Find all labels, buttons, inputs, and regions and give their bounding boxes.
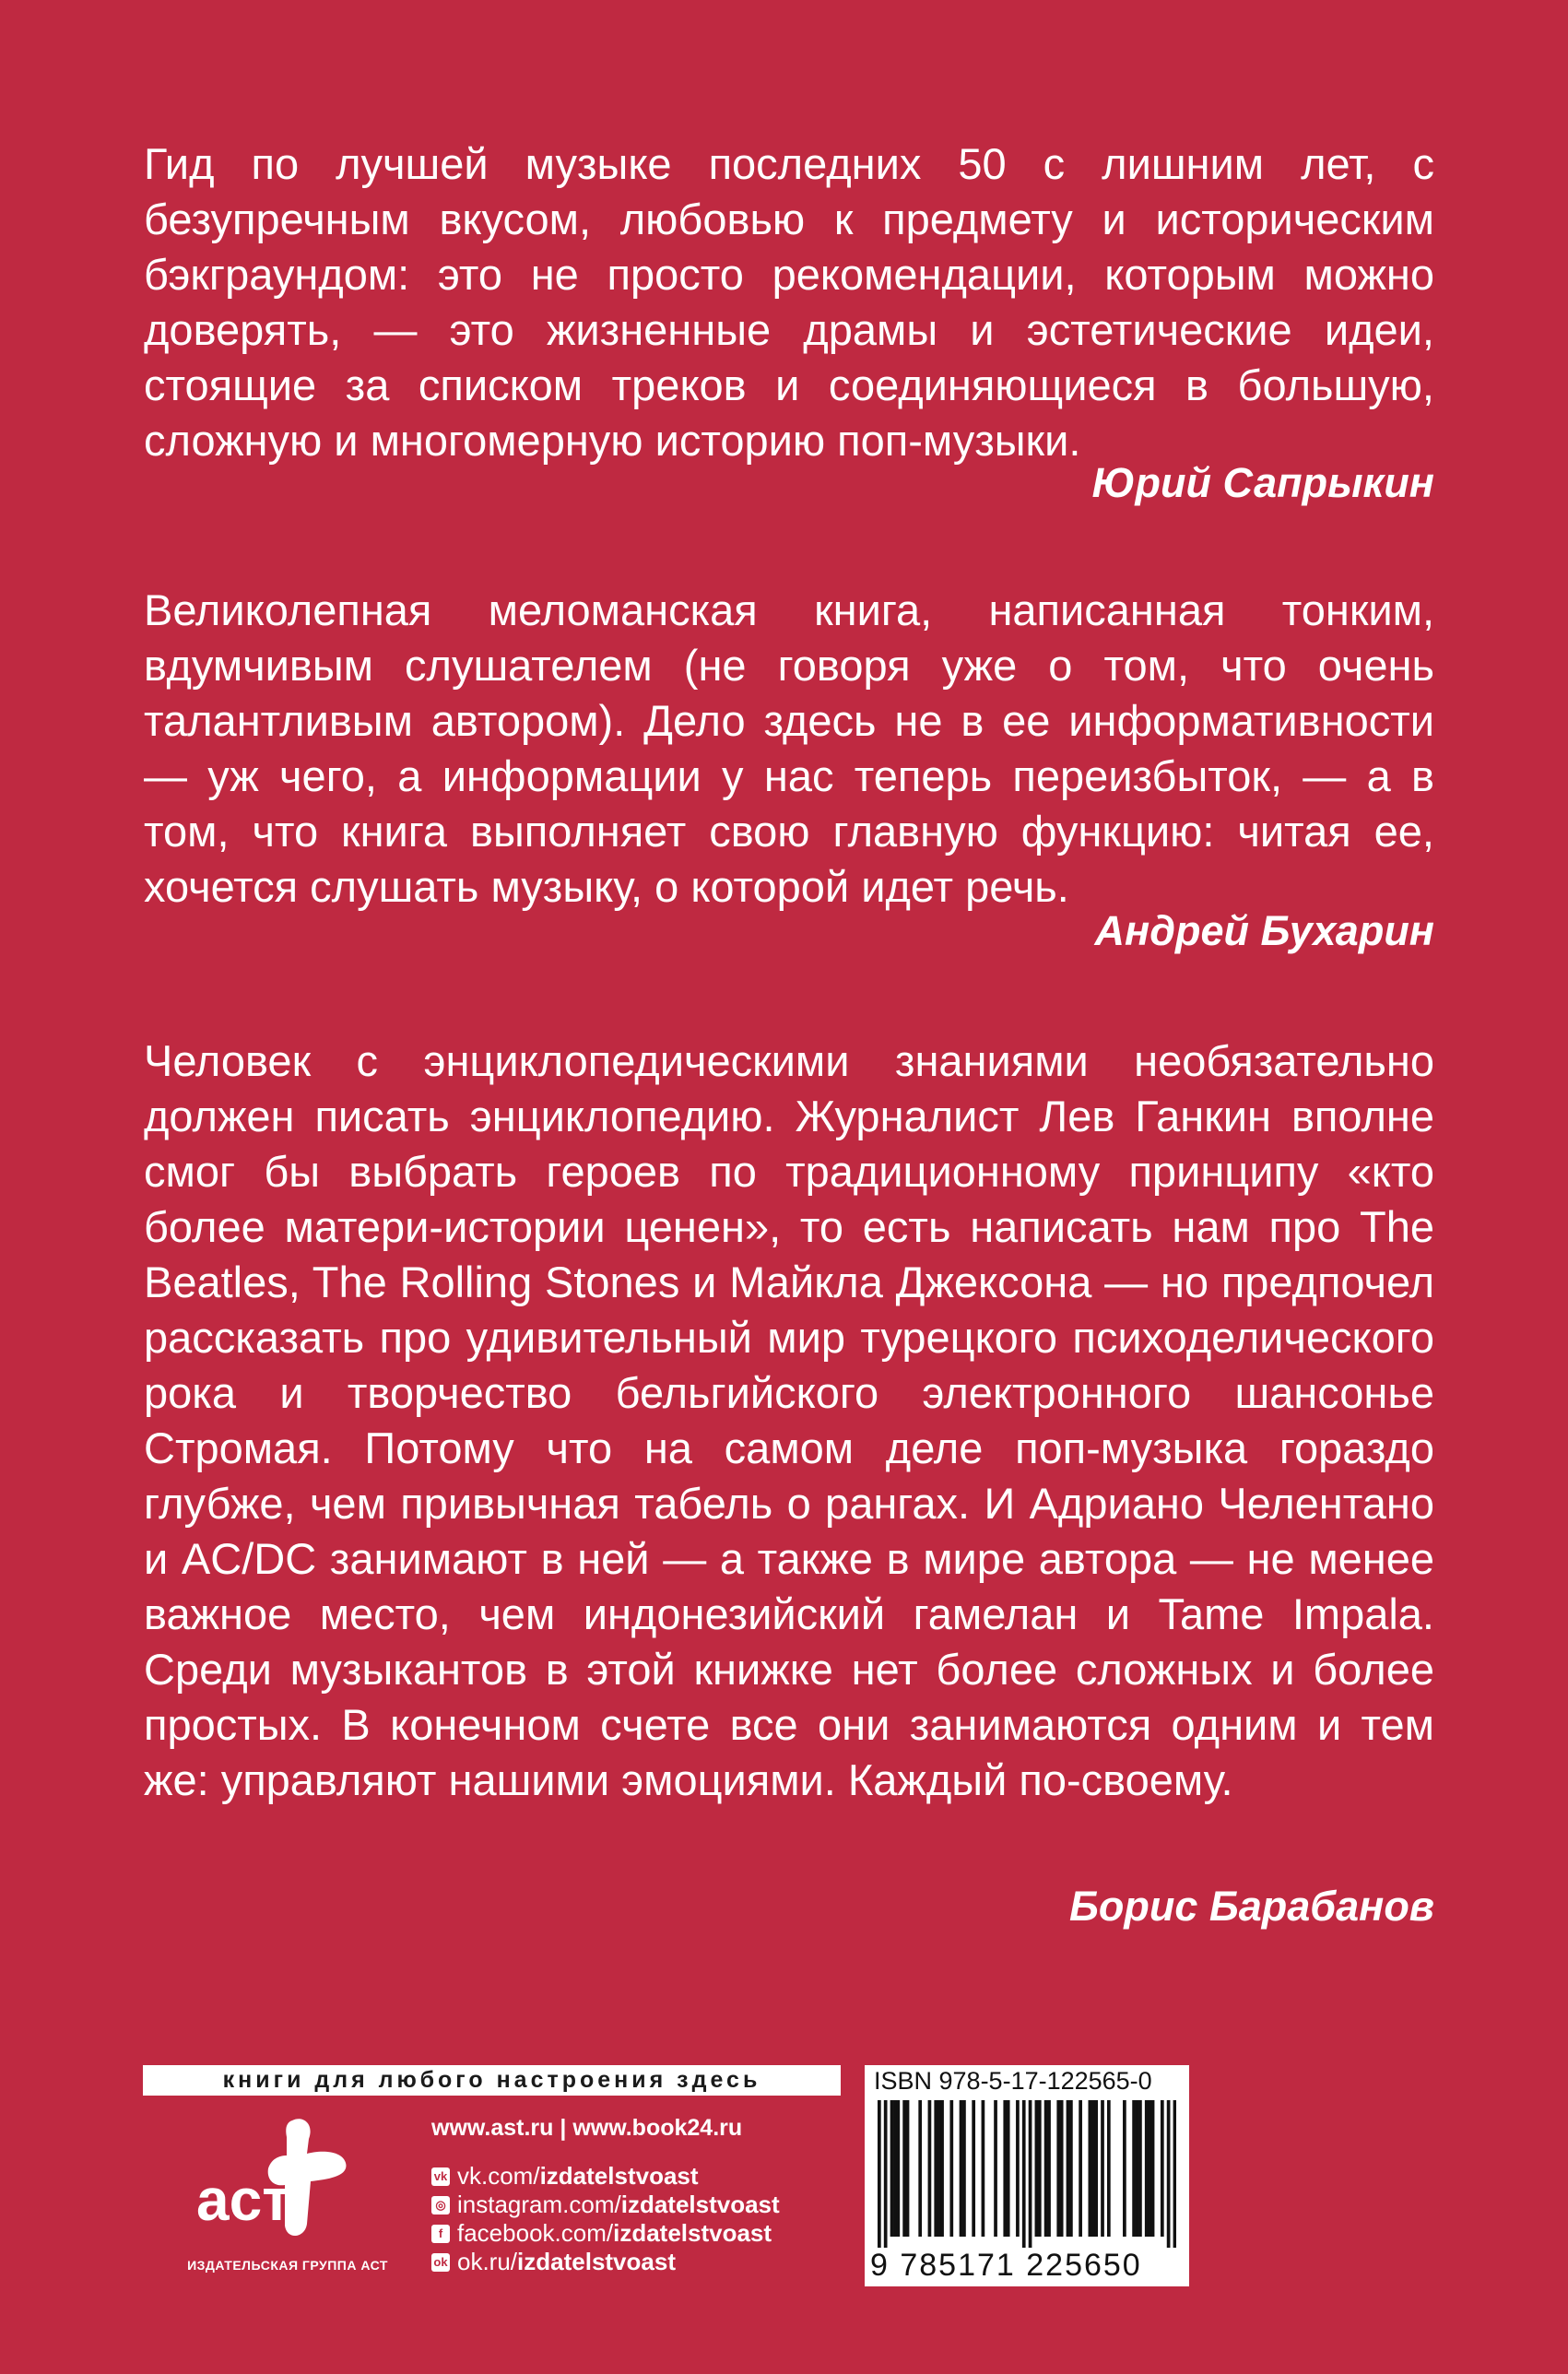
social-handle: izdatelstvoast (517, 2248, 676, 2275)
barcode-bar (1007, 2100, 1010, 2237)
social-handle: izdatelstvoast (613, 2219, 772, 2247)
barcode-bar (982, 2100, 985, 2237)
barcode-bar (928, 2100, 932, 2237)
social-prefix: instagram.com/ (457, 2191, 621, 2218)
barcode-bar (994, 2100, 997, 2237)
social-handle: izdatelstvoast (539, 2162, 699, 2190)
barcode-bar (949, 2100, 953, 2237)
barcode-bar (896, 2100, 900, 2237)
isbn-barcode-block (865, 2065, 1189, 2286)
isbn-label: ISBN 978-5-17-122565-0 (874, 2067, 1152, 2095)
social-handle: izdatelstvoast (620, 2191, 780, 2218)
barcode-bar (1069, 2100, 1073, 2237)
barcode-bar (1091, 2100, 1095, 2237)
barcode-bar (1132, 2100, 1136, 2237)
barcode-bar (1056, 2100, 1060, 2237)
barcode-bar (890, 2100, 894, 2237)
ast-logo (189, 2117, 355, 2246)
barcode-bar (937, 2100, 941, 2237)
barcode-bar (1136, 2100, 1139, 2237)
barcode-bar (1067, 2100, 1070, 2237)
barcode-bar (884, 2100, 888, 2248)
barcode-bar (1022, 2100, 1026, 2248)
barcode (878, 2100, 1176, 2248)
quote-1-text: Гид по лучшей музыке последних 50 с лишним лет, с безупречным вкусом, любовью к предмету и историческим бэкграундом: это не просто рекомендации, которым можно доверять, — это жизненные драмы и эстетические идеи, стоящие за списком треков и соединяющиеся в большую, сложную и многомерную историю поп-музыки. (144, 139, 1434, 465)
barcode-bar (1145, 2100, 1149, 2237)
social-prefix: ok.ru/ (457, 2248, 518, 2275)
barcode-bar (1161, 2100, 1164, 2237)
quote-2-text: Великолепная меломанская книга, написанная тонким, вдумчивым слушателем (не говоря уже о том, что очень талантливым автором). Дело здесь не в ее информативности — уж чего, а информации у нас теперь переизбыток, — а в том, что книга выполняет свою главную функцию: читая ее, хочется слушать музыку, о которой идет речь. (144, 585, 1434, 911)
barcode-bar (902, 2100, 906, 2237)
quote-2-author: Андрей Бухарин (1094, 907, 1434, 954)
barcode-bar (1167, 2100, 1171, 2248)
barcode-bar (962, 2100, 966, 2237)
odnoklassniki-icon: ok (431, 2253, 450, 2272)
barcode-bar (1060, 2100, 1064, 2237)
social-prefix: facebook.com/ (457, 2219, 614, 2247)
quote-3-text: Человек с энциклопедическими знаниями необязательно должен писать энциклопедию. Журналист Лев Ганкин вполне смог бы выбрать героев по традиционному принципу «кто более матери-истории ценен», то есть написать нам про The Beatles, The Rolling Stones и Майкла Джексона — но предпочел рассказать про удивительный мир турецкого психоделического рока и творчество бельгийского электронного шансонье Стромая. Потому что на самом деле поп-музыка гораздо глубже, чем привычная табель о рангах. И Адриано Челентано и AC/DC занимают в ней — а также в мире автора — не менее важное место, чем индонезийский гамелан и Tame Impala. Среди музыкантов в этой книжке нет более сложных и более простых. В конечном счете все они занимаются одним и тем же: управляют нашими эмоциями. Каждый по-своему. (144, 1036, 1434, 1804)
social-link-instagram[interactable] (431, 2191, 780, 2219)
barcode-bar (1123, 2100, 1126, 2237)
barcode-bar (940, 2100, 944, 2237)
publisher-imprint: ИЗДАТЕЛЬСКАЯ ГРУППА АСТ (187, 2258, 388, 2273)
barcode-bar (1101, 2100, 1104, 2237)
barcode-bar (934, 2100, 937, 2237)
social-link-vk[interactable] (431, 2162, 780, 2191)
barcode-bar (1094, 2100, 1098, 2237)
logo-text: аст (196, 2167, 291, 2233)
social-prefix: vk.com/ (457, 2162, 540, 2190)
barcode-bar (1003, 2100, 1007, 2237)
barcode-bar (1173, 2100, 1176, 2248)
quote-3-author: Борис Барабанов (1069, 1883, 1434, 1930)
barcode-bar (1038, 2100, 1042, 2237)
quote-1-author: Юрий Сапрыкин (1091, 459, 1434, 506)
barcode-bar (1148, 2100, 1151, 2237)
barcode-bar (1044, 2100, 1048, 2237)
barcode-bar (1079, 2100, 1082, 2237)
barcode-bar (1089, 2100, 1092, 2237)
vk-icon: vk (431, 2167, 450, 2186)
barcode-bar (960, 2100, 963, 2237)
barcode-bar (1138, 2100, 1142, 2237)
barcode-bar (918, 2100, 922, 2237)
barcode-bar (1047, 2100, 1051, 2237)
barcode-bar (893, 2100, 897, 2237)
isbn-digits: 9 785171 225650 (870, 2248, 1142, 2283)
barcode-bar (1107, 2100, 1111, 2237)
barcode-bar (1029, 2100, 1032, 2248)
social-links (431, 2162, 780, 2276)
social-link-facebook[interactable] (431, 2219, 780, 2248)
barcode-bar (1016, 2100, 1020, 2237)
social-link-odnoklassniki[interactable] (431, 2248, 780, 2276)
facebook-icon: f (431, 2225, 450, 2243)
instagram-icon: ◎ (431, 2196, 450, 2215)
website-links[interactable]: www.ast.ru | www.book24.ru (431, 2115, 743, 2141)
slogan-bar: книги для любого настроения здесь (143, 2065, 841, 2096)
barcode-bar (1151, 2100, 1155, 2237)
barcode-bar (878, 2100, 881, 2248)
barcode-bar (906, 2100, 910, 2237)
barcode-bar (1035, 2100, 1039, 2237)
barcode-bar (972, 2100, 975, 2237)
